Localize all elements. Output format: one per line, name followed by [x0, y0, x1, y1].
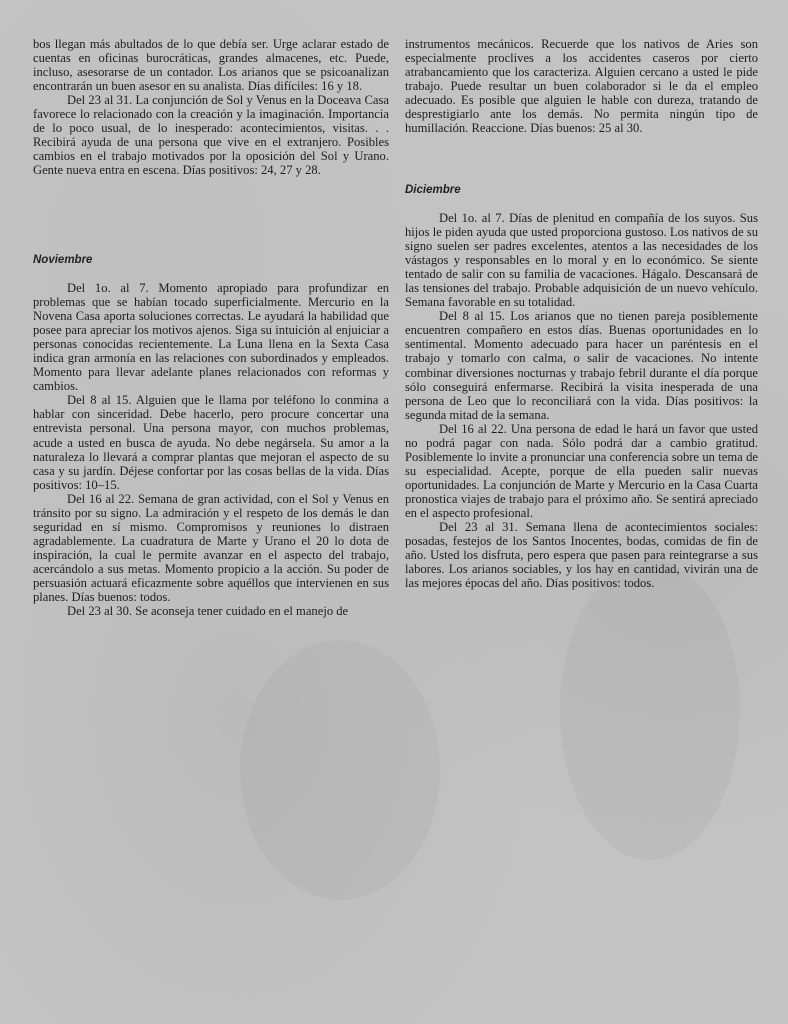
paragraph: Del 16 al 22. Una persona de edad le hará un favor que usted no podrá pagar con nada. Sólo podrá dar a cambio gratitud. Posiblemente lo invite a pronunciar una conferencia sobre un tema de su especialidad. Acepte, porque de ella pueden salir nuevas oportunidades. La conjunción de Marte y Mercurio en la Casa Cuarta pronostica viajes de trabajo para el próximo año. Se sentirá apreciado en el aspecto profesional. — [405, 421, 758, 520]
paragraph: Del 23 al 30. Se aconseja tener cuidado en el manejo de — [67, 604, 349, 619]
noviembre-section — [33, 281, 389, 618]
diciembre-section — [405, 211, 758, 590]
right-column-intro — [405, 37, 758, 135]
background-smudge — [240, 640, 440, 900]
paragraph: Del 23 al 31. La conjunción de Sol y Venus en la Doceava Casa favorece lo relacionado con la creación y la imaginación. Importancia de lo poco usual, de lo inesperado: acontecimientos, visitas. . . Recibirá ayuda de una persona que vive en el extranjero. Posibles cambios en el trabajo motivados por la oposición del Sol y Urano. Gente nueva entra en escena. Días positivos: 24, 27 y 28. — [33, 93, 389, 178]
paragraph: instrumentos mecánicos. Recuerde que los nativos de Aries son especialmente proclives a los accidentes caseros por cierto atrabancamiento que los caracteriza. Alguien cercano a usted le pide trabajo. Puede resultar un buen colaborador si le da el empleo adecuado. Es posible que alguien le hable con dureza, tratando de desprestigiarlo ante los demás. No permita ningún tipo de humillación. Reaccione. Días buenos: 25 al 30. — [405, 37, 758, 136]
paragraph: bos llegan más abultados de lo que debía ser. Urge aclarar estado de cuentas en oficinas burocráticas, grandes almacenes, etc. Puede, incluso, asesorarse de un contador. Los arianos que se psicoanalizan encontrarán un buen asesor en su analista. Días difíciles: 16 y 18. — [33, 37, 389, 94]
background-smudge — [560, 560, 740, 860]
paragraph: Del 1o. al 7. Días de plenitud en compañía de los suyos. Sus hijos le piden ayuda que usted proporciona gustoso. Los nativos de su signo suelen ser padres excelentes, atentos a las necesidades de los vástagos y responsables en lo moral y en lo económico. Se siente tentado de salir con su familia de vacaciones. Hágalo. Descansará de las tensiones del trabajo. Probable adquisición de un nuevo vehículo. Semana favorable en su totalidad. — [405, 211, 758, 310]
paragraph: Del 1o. al 7. Momento apropiado para profundizar en problemas que se habían tocado superficialmente. Mercurio en la Novena Casa aporta soluciones correctas. Le ayudará la habilidad que posee para apreciar los motivos ajenos. Siga su intuición al enjuiciar a personas conocidas recientemente. La Luna llena en la Sexta Casa indica gran armonía en las relaciones con subordinados y empleados. Momento para llevar adelante planes relacionados con reformas y cambios. — [33, 281, 389, 394]
paragraph: Del 16 al 22. Semana de gran actividad, con el Sol y Venus en tránsito por su signo. La admiración y el respeto de los demás le dan seguridad en sí mismo. Compromisos y reuniones lo distraen agradablemente. La cuadratura de Marte y Urano el 20 lo dota de inspiración, la cual le permite avanzar en el aspecto del trabajo, acercándolo a sus metas. Momento propicio a la acción. Su poder de persuasión actuará eficazmente sobre aquéllos que intervienen en sus planes. Días buenos: todos. — [33, 491, 389, 605]
left-column-intro — [33, 37, 389, 177]
paragraph: Del 8 al 15. Alguien que le llama por teléfono lo conmina a hablar con sinceridad. Debe hacerlo, pero procure concertar una entrevista personal. Una persona mayor, con muchos problemas, acude a usted en busca de ayuda. No debe negársela. Su amor a la naturaleza lo llevará a comprar plantas que mejoran el aspecto de su casa y su jardín. Déjese confortar por las cosas bellas de la vida. Días positivos: 10–15. — [33, 393, 389, 492]
paragraph: Del 23 al 31. Semana llena de acontecimientos sociales: posadas, festejos de los Santos Inocentes, bodas, comidas de fin de año. Usted los disfruta, pero espera que pasen para reintegrarse a sus labores. Los arianos sociables, y los hay en cantidad, vivirán una de las mejores épocas del año. Días positivos: todos. — [405, 520, 758, 591]
month-heading-noviembre: Noviembre — [33, 254, 93, 266]
month-heading-diciembre: Diciembre — [405, 184, 461, 196]
paragraph: Del 8 al 15. Los arianos que no tienen pareja posiblemente encuentren compañero en estos días. Buenas oportunidades en lo sentimental. Momento adecuado para hacer un paréntesis en el trabajo y tomarlo con calma, o salir de vacaciones. No intente combinar diversiones nocturnas y trabajo febril durante el día porque sólo conseguirá enfermarse. Recibirá la visita inesperada de una persona de Leo que lo reconciliará con la vida. Días positivos: la segunda mitad de la semana. — [405, 309, 758, 422]
